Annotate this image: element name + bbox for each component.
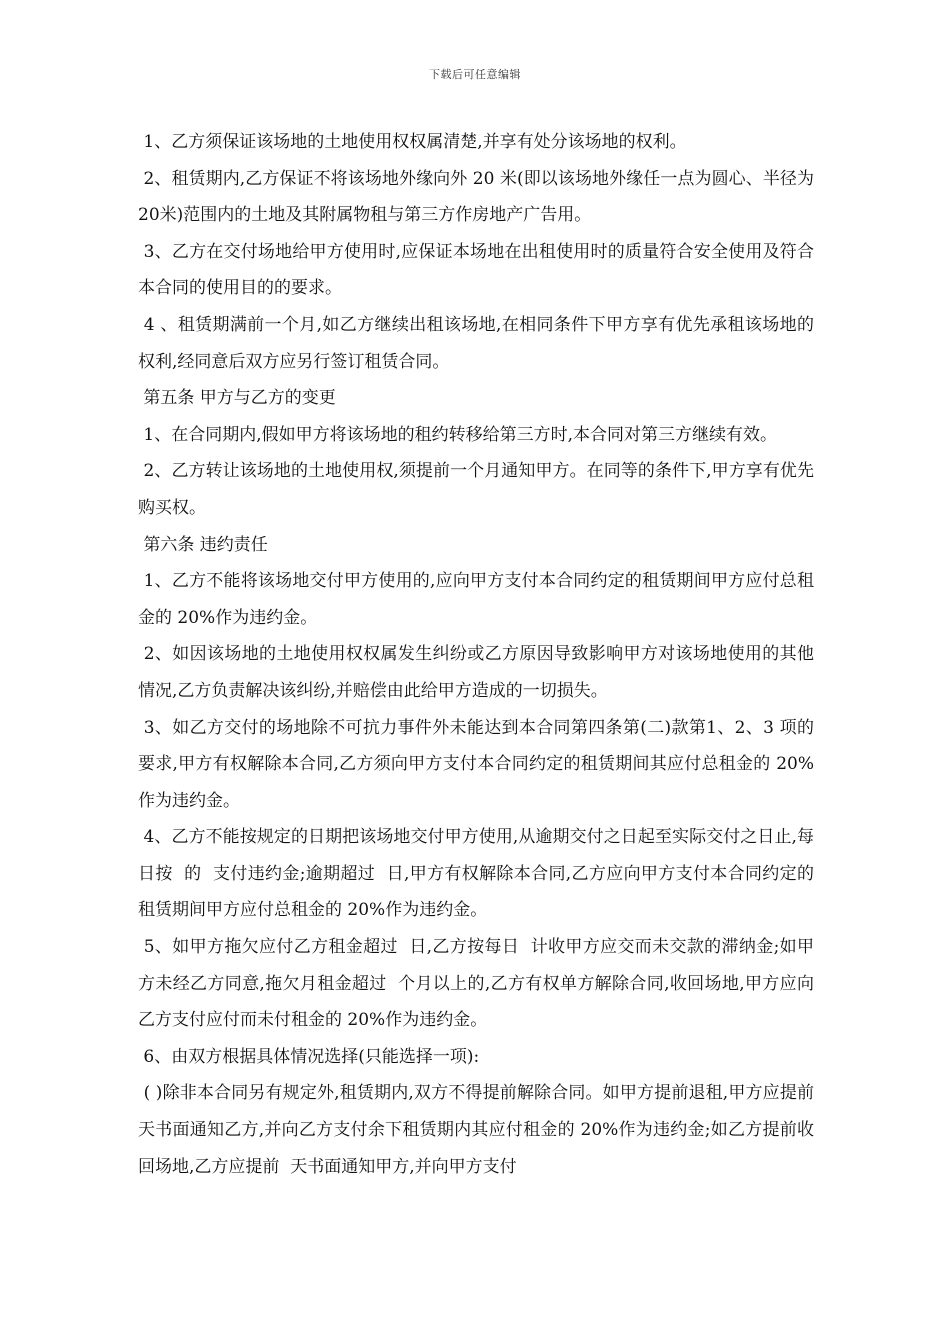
paragraph-3: 3、乙方在交付场地给甲方使用时,应保证本场地在出租使用时的质量符合安全使用及符合本合同的使用目的的要求。 [138,241,815,299]
paragraph-5-1: 1、在合同期内,假如甲方将该场地的租约转移给第三方时,本合同对第三方继续有效。 [138,424,778,445]
paragraph-5-2: 2、乙方转让该场地的土地使用权,须提前一个月通知甲方。在同等的条件下,甲方享有优先购买权。 [138,461,815,518]
paragraph-6-2: 2、如因该场地的土地使用权权属发生纠纷或乙方原因导致影响甲方对该场地使用的其他情况,乙方负责解决该纠纷,并赔偿由此给甲方造成的一切损失。 [138,644,814,701]
page-header: 下载后可任意编辑 [429,68,521,81]
paragraph-2: 2、租赁期内,乙方保证不将该场地外缘向外 20 米(即以该场地外缘任一点为圆心、半径为20米)范围内的土地及其附属物租与第三方作房地产广告用。 [138,168,814,226]
paragraph-1: 1、乙方须保证该场地的土地使用权权属清楚,并享有处分该场地的权利。 [138,132,687,152]
paragraph-6-3: 3、如乙方交付的场地除不可抗力事件外未能达到本合同第四条第(二)款第1、2、3 项的要求,甲方有权解除本合同,乙方须向甲方支付本合同约定的租赁期间其应付总租金的 20%作为违约金。 [138,717,815,811]
paragraph-6-4: 4、乙方不能按规定的日期把该场地交付甲方使用,从逾期交付之日起至实际交付之日止,每日按 的 支付违约金;逾期超过 日,甲方有权解除本合同,乙方应向甲方支付本合同约定的租赁期间甲方应付总租金的 20%作为违约金。 [138,827,815,921]
paragraph-6-6-option: ( )除非本合同另有规定外,租赁期内,双方不得提前解除合同。如甲方提前退租,甲方应提前 天书面通知乙方,并向乙方支付余下租赁期内其应付租金的 20%作为违约金;如乙方提前收回场地,乙方应提前 天书面通知甲方,并向甲方支付 [138,1083,825,1177]
paragraph-4: 4 、租赁期满前一个月,如乙方继续出租该场地,在相同条件下甲方享有优先承租该场地的权利,经同意后双方应另行签订租赁合同。 [138,314,815,372]
paragraph-6-1: 1、乙方不能将该场地交付甲方使用的,应向甲方支付本合同约定的租赁期间甲方应付总租金的 20%作为违约金。 [138,571,815,628]
section-heading-6: 第六条 违约责任 [138,534,268,555]
paragraph-6-6: 6、由双方根据具体情况选择(只能选择一项): [138,1046,480,1067]
paragraph-6-5: 5、如甲方拖欠应付乙方租金超过 日,乙方按每日 计收甲方应交而未交款的滞纳金;如甲方未经乙方同意,拖欠月租金超过 个月以上的,乙方有权单方解除合同,收回场地,甲方应向乙方支付应付而未付租金的 20%作为违约金。 [138,937,815,1031]
document-body [138,124,825,1185]
section-heading-5: 第五条 甲方与乙方的变更 [138,388,336,409]
